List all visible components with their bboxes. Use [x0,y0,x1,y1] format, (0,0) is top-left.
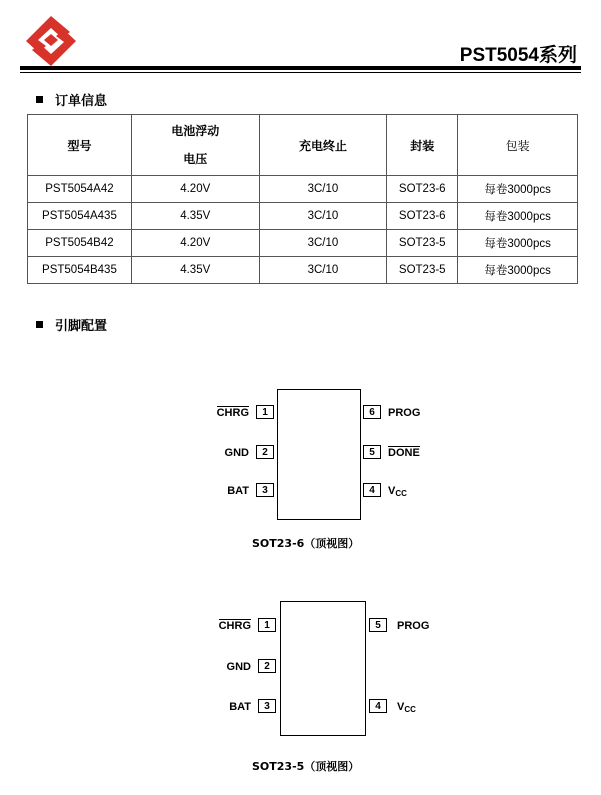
col-header-charge-termination: 充电终止 [259,115,387,176]
sot23-5-package-body [280,601,366,736]
col-header-model: 型号 [28,115,132,176]
pin-label-chrg: CHRG [216,407,249,419]
pin-number-1: 1 [258,618,276,632]
pin-number-4: 4 [369,699,387,713]
cell-package: SOT23-6 [387,203,458,230]
ordering-section-heading [36,90,107,109]
pin-label-vcc: $V_{CC}$ [397,701,416,714]
col-header-float-voltage-line2: 电压 [183,152,208,166]
cell-packing: 每卷3000pcs [458,230,578,257]
pin-label-gnd: GND [224,447,249,459]
pin-number-3: 3 [258,699,276,713]
pin-number-4: 4 [363,483,381,497]
cell-model: PST5054B42 [28,230,132,257]
pin-number-2: 2 [256,445,274,459]
sot23-6-caption: SOT23-6（顶视图） [252,537,360,550]
pin-number-3: 3 [256,483,274,497]
cell-voltage: 4.35V [131,257,259,284]
ordering-table [27,114,578,284]
pin-label-prog: PROG [388,407,421,419]
cell-model: PST5054B435 [28,257,132,284]
cell-package: SOT23-5 [387,230,458,257]
pin-label-bat: BAT [227,485,249,497]
table-row [28,257,578,284]
ordering-section-title: 订单信息 [55,94,108,109]
cell-termination: 3C/10 [259,230,387,257]
pin-label-chrg: CHRG [218,620,251,632]
cell-termination: 3C/10 [259,203,387,230]
header-rule-thick [20,66,581,70]
pin-label-done: DONE [388,447,420,459]
col-header-package: 封装 [387,115,458,176]
sot23-5-caption: SOT23-5（顶视图） [252,760,360,773]
square-bullet-icon [36,321,43,328]
pin-number-2: 2 [258,659,276,673]
cell-voltage: 4.20V [131,176,259,203]
col-header-float-voltage-line1: 电池浮动 [171,124,220,138]
col-header-float-voltage [131,115,259,176]
company-logo [22,14,80,68]
pinout-section-title: 引脚配置 [55,319,108,334]
col-header-packing: 包装 [458,115,578,176]
pin-number-5: 5 [369,618,387,632]
pin-number-6: 6 [363,405,381,419]
square-bullet-icon [36,96,43,103]
cell-packing: 每卷3000pcs [458,176,578,203]
cell-package: SOT23-6 [387,176,458,203]
pinout-section-heading [36,315,107,334]
cell-packing: 每卷3000pcs [458,203,578,230]
cell-packing: 每卷3000pcs [458,257,578,284]
pin-label-vcc: $V_{CC}$ [388,485,407,498]
cell-termination: 3C/10 [259,257,387,284]
logo-icon [22,14,80,68]
sot23-6-package-body [277,389,361,520]
cell-voltage: 4.35V [131,203,259,230]
table-row [28,203,578,230]
cell-model: PST5054A435 [28,203,132,230]
series-title: PST5054系列 [459,45,577,66]
cell-voltage: 4.20V [131,230,259,257]
table-row [28,230,578,257]
table-header-row [28,115,578,176]
pin-number-5: 5 [363,445,381,459]
pin-label-prog: PROG [397,620,430,632]
cell-model: PST5054A42 [28,176,132,203]
table-row [28,176,578,203]
pin-label-gnd: GND [226,661,251,673]
pin-label-bat: BAT [229,701,251,713]
header-rule-thin [20,72,581,73]
cell-package: SOT23-5 [387,257,458,284]
pin-number-1: 1 [256,405,274,419]
cell-termination: 3C/10 [259,176,387,203]
